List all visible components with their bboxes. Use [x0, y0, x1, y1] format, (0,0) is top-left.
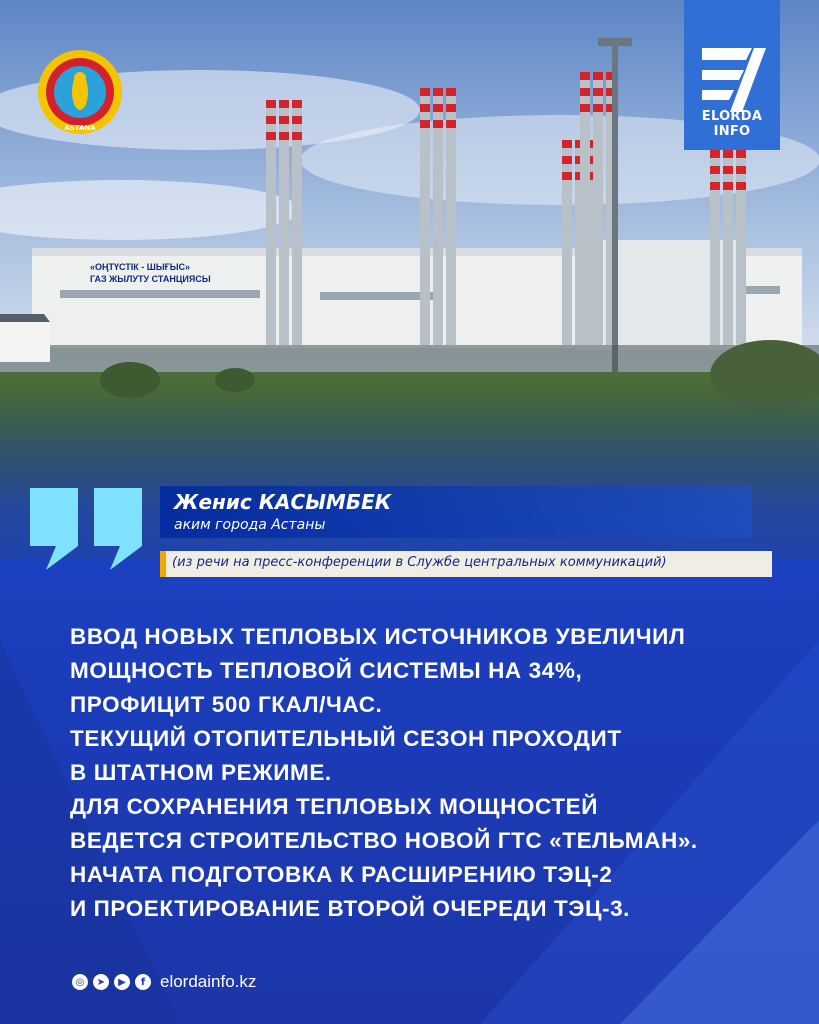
- quote-line: В ШТАТНОМ РЕЖИМЕ.: [70, 760, 332, 785]
- logo-line1: ELORDA: [701, 109, 763, 124]
- speaker-title: аким города Астаны: [174, 517, 326, 533]
- elorda-info-logo: [684, 0, 780, 150]
- quote-line: МОЩНОСТЬ ТЕПЛОВОЙ СИСТЕМЫ НА 34%,: [70, 658, 583, 683]
- speaker-name: Женис КАСЫМБЕК: [174, 490, 392, 514]
- quote-line: И ПРОЕКТИРОВАНИЕ ВТОРОЙ ОЧЕРЕДИ ТЭЦ-3.: [70, 896, 631, 921]
- quote-line: НАЧАТА ПОДГОТОВКА К РАСШИРЕНИЮ ТЭЦ-2: [70, 862, 613, 887]
- facebook-icon[interactable]: f: [135, 974, 151, 990]
- quote-line: ПРОФИЦИТ 500 ГКАЛ/ЧАС.: [70, 692, 383, 717]
- website-link[interactable]: elordainfo.kz: [160, 972, 257, 991]
- quote-line: ВЕДЕТСЯ СТРОИТЕЛЬСТВО НОВОЙ ГТС «ТЕЛЬМАН».: [70, 828, 698, 853]
- quote-line: ДЛЯ СОХРАНЕНИЯ ТЕПЛОВЫХ МОЩНОСТЕЙ: [70, 794, 599, 819]
- logo-line2: INFO: [713, 124, 751, 139]
- svg-text:ASTANA: ASTANA: [64, 124, 96, 132]
- quote-line: ТЕКУЩИЙ ОТОПИТЕЛЬНЫЙ СЕЗОН ПРОХОДИТ: [70, 726, 622, 751]
- footer: [72, 970, 256, 994]
- quote-line: ВВОД НОВЫХ ТЕПЛОВЫХ ИСТОЧНИКОВ УВЕЛИЧИЛ: [70, 624, 686, 649]
- quote-mark-icon: [26, 488, 82, 572]
- instagram-icon[interactable]: ◎: [72, 974, 88, 990]
- youtube-icon[interactable]: ▶: [114, 974, 130, 990]
- astana-emblem-icon: [36, 48, 124, 136]
- quote-body: [70, 620, 790, 926]
- quote-mark-icon: [90, 488, 146, 572]
- telegram-icon[interactable]: ➤: [93, 974, 109, 990]
- source-text: (из речи на пресс-конференции в Службе центральных коммуникаций): [172, 555, 667, 570]
